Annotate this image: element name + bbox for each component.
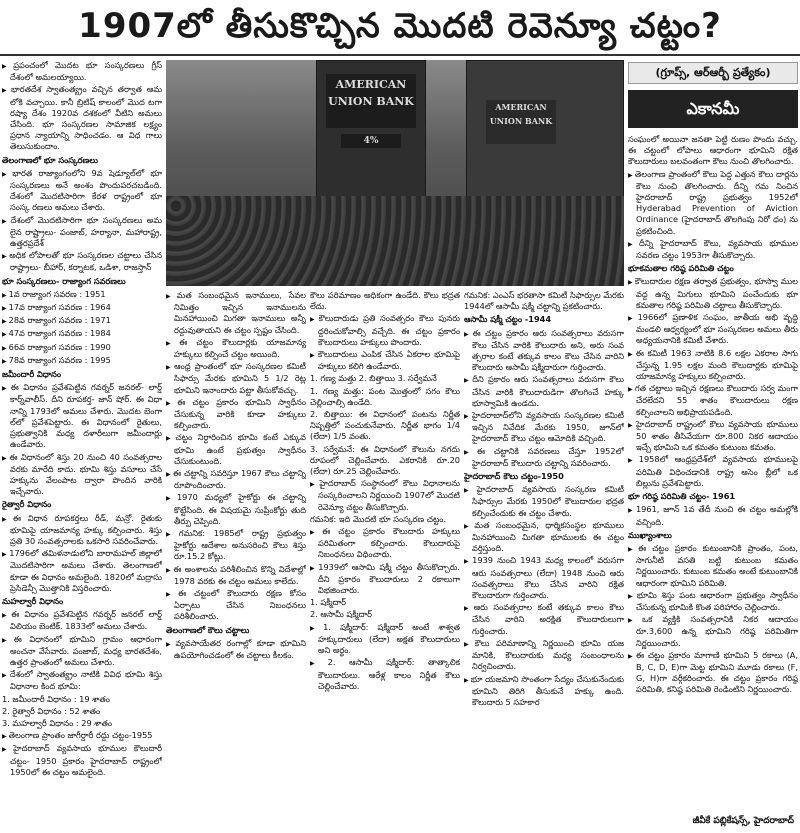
paragraph: ▶ తెలంగాణ ప్రాంతం జాగీర్దారీ రద్దు చట్టం-1955: [2, 730, 162, 742]
paragraph: ▶ కౌలు పరిమాణాన్ని నిర్ణయించి భూమి యజ మానికి, కౌలుదారుకు మధ్య సంబంధాలను నిర్వచించారు.: [464, 638, 624, 673]
paragraph: ▶ హైదరాబాద్ వ్యవసాయ సంస్కరణ కమిటీ సిఫార్సుల మేరకు 1950లో కౌలుదారుల భద్రత కల్పించేందుకు ఈ చట్టం చేశారు.: [464, 484, 624, 519]
publisher-credit: జీవీకే పబ్లికేషన్స్, హైదరాబాద్: [692, 816, 794, 826]
bank-sign-right: AMERICAN UNION BANK: [486, 100, 556, 144]
paragraph: ▶ 1966లో ప్రణాళిక సంఘం, జాతీయ అభి వృద్ధి మండలి ఆధ్వర్యంలో భూ సంస్కరణల అమలు తీరు అధ్యయనానికి కమిటీ వేశారు.: [628, 312, 798, 347]
paragraph: ▶ ఈ చట్టం ప్రకారం ఆరు సంవత్సరాలు వరుసగా కౌలు చేసిన వారికి కౌలుదారు అని, అరు సంవ త్సరాల కంటే తక్కువ కాలం కౌలు చేసిన వారిని కౌలుదారు ఆసామీ షక్మీదారుగా గుర్తించారు.: [464, 328, 624, 374]
paragraph: ▶ ఈ చట్టంలో కౌలుదారు రక్షణ కోసం ఏర్పాటు చేసిన నిబంధనలు పరిశీలించారు.: [166, 588, 306, 623]
section-heading: భూకమతాల గరిష్ఠ పరిమితి చట్టం: [628, 263, 734, 274]
list-item: 3. మహల్వారీ విధానం : 29 శాతం: [2, 717, 113, 728]
paragraph: ▶ భారత రాజ్యాంగంలోని 9వ షెడ్యూల్‌లో భూ సంస్కరణలు అనే అంశం పొందుపరచబడింది. దేశంలో మొదటిసారిగా కేరళ రాష్ట్రంలో భూ సంస్క రణలు అమలు చేశారు.: [2, 168, 162, 214]
crowd: [166, 196, 624, 286]
column-5: [628, 134, 798, 830]
paragraph: ▶ హైదరాబాద్‌లోని వ్యవసాయ సంస్కరణల కమిటీ ఇచ్చిన నివేదిక మేరకు 1950, జూన్‌లో హైదరాబాద్ కౌలు చట్టం ఆమోదికి వచ్చింది.: [464, 410, 624, 445]
list-item: ▶ 1వ రాజ్యాంగ సవరణ : 1951: [2, 289, 162, 301]
list-item: 2. రైత్వారీ విధానం : 52 శాతం: [2, 705, 101, 716]
paragraph: సంఘంలో అయినా జనతా పెట్టి రుణం పొందు వచ్చు. ఈ చట్టంలో లోపాలు ఆధారంగా భూమిని రక్షిత కౌలుదారులు బలవంతంగా కౌలు నుంచి తొలగించారు.: [628, 134, 798, 167]
section-heading: జమీందారీ విధానం: [2, 369, 62, 380]
paragraph: ▶ ఈ విధాన రూపకర్తలు రీడ్, మన్రో. రైతుకు భూమిపై యాజమాన్య హక్కు కల్పించారు. శిస్తు ప్రతి 30 సంవత్సరాలకు ఒకసారి సవరించేవారు.: [2, 513, 162, 548]
paragraph: ▶ దీన్ని హైదరాబాద్ కౌలు, వ్యవసాయ భూముల సవరణ చట్టం 1953గా తీసుకొచ్చారు.: [628, 238, 798, 261]
paragraph: ▶ ఈ చట్టం ప్రకారం భూమిని స్వాధీనం చేసుకున్న వారికి కూడా హక్కులు కల్పించారు.: [166, 397, 306, 432]
list-item: 2. బిత్తాయి: ఈ విధానంలో పంటను నిర్ణీత నిష్పత్తిలో పంచుకునేవారు. నిర్ణీత భాగం 1/4 (లేదా) 1/5 వంతు.: [310, 409, 460, 442]
section-heading: మహల్వారీ విధానం: [2, 595, 64, 606]
paragraph: ▶ దేశంలో స్వాతంత్య్రం నాటికి వివిధ భూమి శిస్తు విధానాల కింద భూమి:: [2, 669, 162, 692]
paragraph: ▶ ఆంధ్ర ప్రాంతంలో భూ సంస్కరణల కమిటీ సిఫార్సు మేరకు భూమిని 5 1/2 రెట్ల భూమిని ఇనాందారు పట్టా తీసుకోవచ్చు.: [166, 361, 306, 396]
paragraph: ▶ భూమి శిస్తు పంట ఆధారంగా ప్రభుత్వం స్వాధీనం చేసుకున్న భూమికి కొంత పరిహారం చెల్లించారు.: [628, 590, 798, 613]
list-item: 2. ఆసామీ షక్మీదార్: [310, 609, 373, 620]
list-item: 3. సర్వేమనే: ఈ విధానంలో కౌలును నగదు రూపంలో చెల్లించేవారు. ఎకరానికి రూ.20 (లేదా) రూ.25 చెల్లించేవారు.: [310, 443, 460, 477]
paragraph: ▶ 1. షక్మీదార్: షక్మీదార్ అంటే శాశ్వత హక్కుదారులు (లేదా) అక్షత కౌలుదారులు అని అర్థం.: [310, 622, 460, 657]
column-1: [2, 60, 162, 830]
section-heading: ఆసామీ షక్మీ చట్టం -1944: [464, 314, 552, 325]
paragraph: ▶ కౌలుదారుల రక్షణ తర్వాత ప్రభుత్వం, భూస్వా ముల వద్ద ఉన్న మిగులు భూమిని పంచేందుకు భూ కమతాల గరిష్ఠ పరిమితి చట్టాలు తీసుకొచ్చారు.: [628, 276, 798, 311]
paragraph: ▶ ఈ విధానంలో శిస్తు 20 నుంచి 40 సంవత్సరాల వరకు మారేది కాదు. భూమి శిస్తు వసూలు చేసే హక్కును వేలంపాట ద్వారా పొందిన వారికి ఇచ్చేవారు.: [2, 452, 162, 498]
section-heading: రైత్వారీ విధానం: [2, 499, 52, 510]
paragraph: ▶ ప్రపంచంలో మొదట భూ సంస్కరణలు గ్రీస్ దేశంలో అమలయ్యాయి.: [2, 60, 162, 83]
paragraph: ▶ భూ యజమాని సొంతంగా సేద్యం చేసుకునేందుకు భూమిని తిరిగి తీసుకునే హక్కు ఉంది. కౌలుదారు 5 సహకార: [464, 674, 624, 709]
paragraph: ▶ ఈ చట్టాన్ని సవరిస్తూ 1967 కౌలు చట్టాన్ని రూపొందించారు.: [166, 468, 306, 491]
paragraph: ▶ 1961, జూన్ 1వ తేదీ నుంచి ఈ చట్టం అమల్లోకి వచ్చింది.: [628, 504, 798, 527]
section-heading: తెలంగాణలో భూ సంస్కరణలు: [2, 154, 98, 165]
paragraph: ▶ ఈ చట్టం ప్రకారం కౌలుదారు హక్కులు పరిమితంగా కల్పించారు. కౌలుదారుపై నిబంధనలు విధించారు.: [310, 526, 460, 561]
paragraph: ▶ భారతదేశ స్వాతంత్య్రం వచ్చిన తర్వాత ఆమ లోకి వచ్చాయి. కానీ బ్రిటిష్ కాలంలో మొద టగా రష్యా దేశం 1920వ దశకంలో వీటిని అమలు చేసింది. భూ సంస్కరణల సామాజిక లక్ష్యం ప్రధాన న్యాయాన్ని సాధించడం. ఆ విధ గాలు తెలుసుకుందాం.: [2, 84, 162, 152]
column-2: [166, 290, 306, 830]
paragraph: ▶ 1939లో ఆసామి షక్మీ చట్టం తీసుకొచ్చారు. దీని ప్రకారం కౌలుదారులు 2 రకాలుగా విభజించారు.: [310, 562, 460, 597]
paragraph: ▶ ఈ విధానంలో భూమిని గ్రామం ఆధారంగా అంచనా వేసేవారు. పంజాబ్, మధ్య భారతదేశం, ఉత్తర ప్రాంతంలో అమలు చేశారు.: [2, 634, 162, 669]
list-item: 1. షక్మీదార్: [310, 597, 347, 608]
paragraph: ▶ కౌలుదారుడు ప్రతి సంవత్సరం కౌలు పునరు ద్దరించుకోవాల్సి వచ్చేది. ఈ చట్టం ప్రకారం కౌలుదారులు హక్కులు పొందారు.: [310, 313, 460, 348]
paragraph: కౌలు పరిమాణం అధికంగా ఉండేది. కౌలు భద్రత లేదు.: [310, 290, 460, 312]
subject-tag: ఎకానమీ: [628, 90, 798, 128]
bank-crowd-photo: [166, 60, 624, 286]
bank-sign-small: 4%: [341, 134, 401, 148]
list-item: 1. జమీందారీ విధానం : 19 శాతం: [2, 693, 110, 704]
paragraph: ▶ ఈ విధానం ప్రవేశపెట్టిన గవర్నర్ జనరల్- లార్డ్ కార్న్‌వాలీస్. దీని రూపకర్త- జాన్ షోర్. ఈ విధా నాన్ని 1793లో అమలు చేశారు. మొదట బెంగా ల్‌లో ప్రవేశపెట్టారు. ఈ విధానంలో రైతులు, ప్రభుత్వానికి మధ్య దళారీలుగా జమీందార్లు ఉండేవారు.: [2, 382, 162, 450]
section-heading: ముఖ్యాంశాలు: [628, 529, 672, 540]
paragraph: ▶ మత సంబంధమైన, ధార్మికసంస్థల భూములు మినహాయించి మిగతా భూములకు ఈ చట్టం వర్తిస్తుంది.: [464, 520, 624, 555]
list-item: ▶ 47వ రాజ్యాంగ సవరణ : 1984: [2, 328, 162, 340]
paragraph: గమనిక: ఇది మొదటి భూ సంస్కరణ చట్టం.: [310, 513, 447, 524]
paragraph: ▶ హైదరాబాద్ రాష్ట్రంలో కౌలు వ్యవసాయ భూములు 50 శాతం తీసివేయగా రూ.800 నికర ఆదాయం ఇచ్చే భూమిని ఒక కమతం కుటుంబ కమతం.: [628, 419, 798, 454]
paragraph: ▶ హైదరాబాద్ సంస్థానంలో కౌలు విధానాలను సంస్కరించాలని నిర్ణయించి 1907లో మొదటి రెవెన్యూ చట్టం తీసుకొచ్చారు.: [310, 478, 460, 513]
paragraph: ▶ కౌలుదారులు ఎంపిక చేసిన ఏకరాల భూమిపై హక్కులు కలిగి ఉండేవారు.: [310, 349, 460, 372]
paragraph: ▶ 1958లో ఆంధ్రప్రదేశ్‌లో వ్యవసాయ భూములపై పరిమితి విధించడానికి రాష్ట్ర అసెం బ్లీలో ఒక బిల్లును ప్రవేశపెట్టారు.: [628, 454, 798, 489]
category-tag: (గ్రూప్స్, ఆర్ఆర్బీ ప్రత్యేకం): [628, 62, 798, 84]
list-item: ▶ 28వ రాజ్యాంగ సవరణ : 1971: [2, 315, 162, 327]
paragraph: ▶ ఈ కమిటీ 1963 నాటికి 8.6 లక్షల ఎకరాల సాగు చేస్తున్న 1.95 లక్షల మంది కౌలుదార్లకు భూమిపై యాజమాన్య హక్కులు కల్పించారు.: [628, 348, 798, 383]
list-item: ▶ 17వ రాజ్యాంగ సవరణ : 1964: [2, 302, 162, 314]
section-heading: భూ సంస్కరణలు- రాజ్యాంగ సవరణలు: [2, 275, 126, 286]
paragraph: ▶ గత చట్టాలు ఇచ్చిన రక్షణలు కౌలుదారు సర్వ మంగా చేరలేదని 55 శాతం కౌలుదారులు రక్షణ కల్పించాలని అభిప్రాయపడింది.: [628, 383, 798, 418]
section-heading: హైదరాబాద్ కౌలు చట్టం-1950: [464, 471, 564, 482]
paragraph: ▶ చట్టం నిర్ధారించిన భూమి కంటే ఎక్కువ భూమి ఉంటే ప్రభుత్వం స్వాధీనం చేసుకుంటుంది.: [166, 432, 306, 467]
page-headline: 1907లో తీసుకొచ్చిన మొదటి రెవెన్యూ చట్టం?: [78, 6, 722, 46]
paragraph: గమనిక: ఎంఎస్ భరతాసా కమిటీ సిఫార్సుల మేరకు 1944లో ఆసామీ షక్మీ చట్టాన్ని ప్రకటించారు.: [464, 290, 624, 312]
bank-sign-left: AMERICAN UNION BANK: [326, 74, 416, 128]
section-heading: తెలంగాణలో కౌలు చట్టాలు: [166, 624, 250, 635]
paragraph: ▶ వ్యవసాయేతర రంగాల్లో కూడా భూమిని ఉపయోగించడంలో ఈ చట్టాలు కీలకం.: [166, 638, 306, 661]
paragraph: ▶ 2. ఆసామీ షక్మీదార్: తాత్కాలిక కౌలుదారులు. ఆరేళ్ల కాలం నిర్ణీత కౌలు చెల్లించేవారు.: [310, 657, 460, 692]
paragraph: ▶ దేశంలో మొదటిసారిగా భూ సంస్కరణలు అమ లైన రాష్ట్రాలు- పంజాబ్, హర్యానా, మహారాష్ట్ర, ఉత్తరప్రదేశ్: [2, 215, 162, 250]
paragraph: ▶ హైదరాబాద్ వ్యవసాయ భూముల కౌలుదారీ చట్టం- 1950 ప్రకారం హైదరాబాద్ రాష్ట్రంలో 1950లో ఈ చట్టం అమలైంది.: [2, 743, 162, 778]
list-item: 1. గణ్య మత్తు: పంట మొత్తంలో సగం కౌలు చెల్లించాల్సి ఉండేది.: [310, 385, 460, 407]
list-item: 1. గణ్య మత్తు 2. బిత్తాయి 3. సర్వేమనే: [310, 373, 437, 384]
paragraph: ▶ ఈ చట్టం ప్రకారం కుటుంబానికి ప్రాంతం, పంట, సాగునీటి వసతి బట్టి కుటుంబ కమతం నిర్ణయించారు. కుటుంబ కమతం అంటే కుటుంబానికి ఆధారంగా భూమిని పరిమితి.: [628, 543, 798, 589]
paragraph: ▶ ఆరు సంవత్సరాల కంటే తక్కువ కాలం కౌలు చేసిన వారిని అరక్షిత కౌలుదారులుగా గుర్తించారు.: [464, 602, 624, 637]
paragraph: ▶ 1939 నుంచి 1943 మధ్య కాలంలో వరుసగా ఆరు సంవత్సరాలు (లేదా) 1948 నుంచి ఆరు సంవత్సరాలు కౌలు చేసిన వారిని రక్షిత కౌలుదారుగా గుర్తించారు.: [464, 555, 624, 601]
paragraph: ▶ తెలంగాణ ప్రాంతంలో కౌలు పెద్ద ఎత్తున కౌలు దార్లను కౌలు నుంచి తొలగించారు. దీన్ని గమ నించిన హైదరాబాద్ రాష్ట్ర ప్రభుత్వం 1952లో Hyderabad Prevention of Aviction Ordinance (హైదరాబాద్ తొలగింపు నిరో ధం) ను ప్రకటించింది.: [628, 169, 798, 237]
column-3: [310, 290, 460, 830]
column-4: [464, 290, 624, 830]
section-heading: భూ గరిష్ఠ పరిమితి చట్టం- 1961: [628, 491, 736, 502]
list-item: ▶ 66వ రాజ్యాంగ సవరణ : 1990: [2, 342, 162, 354]
paragraph: ▶ 1970 మధ్యలో హైకోర్టు ఈ చట్టాన్ని కొట్టేసింది. ఈ విషయమై సుప్రీంకోర్టు తుది తీర్పు చెప్పింది.: [166, 492, 306, 527]
paragraph: ▶ గమనిక: 1985లో రాష్ట్ర ప్రభుత్వం హైకోర్టు ఆదేశాల అనుసరించి కౌలు శిస్తు రూ.15.2 కోట్లు.: [166, 528, 306, 563]
paragraph: ▶ 1796లో తమిళనాడులోని బారామహల్ జిల్లాలో మొదటిసారిగా అమలు చేశారు. తెలంగాణలో కూడా ఈ విధానం అమలైంది. 1820లో మద్రాసు ప్రెసిడెన్సీ మొత్తానికి విస్తరించారు.: [2, 548, 162, 594]
paragraph: ▶ ఈ అంశాలను పరిశీలించిన కొన్ని విదేశాల్లో 1978 వరకు ఈ చట్టం అమలు కాలేదు.: [166, 564, 306, 587]
list-item: ▶ 78వ రాజ్యాంగ సవరణ : 1995: [2, 355, 162, 367]
paragraph: ▶ అధిక లోపాలతో భూ సంస్కరణల చట్టాలు చేసిన రాష్ట్రాలు- బీహార్, కర్నాటక, ఒడిశా, రాజస్తాన్: [2, 250, 162, 273]
headline-divider: [0, 54, 800, 56]
paragraph: ▶ దీని ప్రకారం ఆరు సంవత్సరాలు వరుసగా కౌలు చేసిన వారికి కౌలుదారుడిగా తొలగించే హక్కు భూస్వామికి ఉండదు.: [464, 374, 624, 409]
paragraph: ▶ మత సంబంధమైన ఇనాములు, సేవల నిమిత్తం ఇచ్చిన ఇనాములను మినహాయించి మిగతా ఇనాములు అన్నీ రద్దువుతాయని ఈ చట్టం స్పష్టం చేసింది.: [166, 290, 306, 336]
paragraph: ▶ ఈ విధానం ప్రవేశపెట్టిన గవర్నర్ జనరల్ లార్డ్ విలియం బెంటిక్. 1833లో అమలు చేశారు.: [2, 609, 162, 632]
paragraph: ▶ ఈ చట్టానికి సవరణలు చేస్తూ 1952లో హైదరాబాద్ కౌలుదారు చట్టాన్ని సవరించారు.: [464, 446, 624, 469]
paragraph: ▶ ఒక వ్యక్తికి సంవత్సరానికి నికర ఆదాయం రూ.3,600 ఉన్న భూమిని గరిష్ఠ పరిమితిగా నిర్ణయించారు.: [628, 614, 798, 649]
paragraph: ▶ ఈ చట్టం కౌలుదార్లకు యాజమాన్య హక్కులు కల్పించే చట్టం అయింది.: [166, 337, 306, 360]
paragraph: ▶ ఈ చట్టం ప్రకారం మాగాణి భూమిని 5 రకాలు (A, B, C, D, E)గా మెట్ట భూమిని మూడు రకాలు (F, G, H)గా వర్గీకరించారు. ఈ చట్టం ప్రకారం గరిష్ఠ పరిమితి, కనిష్ఠ పరిమితి రెండింటిని నిర్ణయించారు.: [628, 650, 798, 696]
